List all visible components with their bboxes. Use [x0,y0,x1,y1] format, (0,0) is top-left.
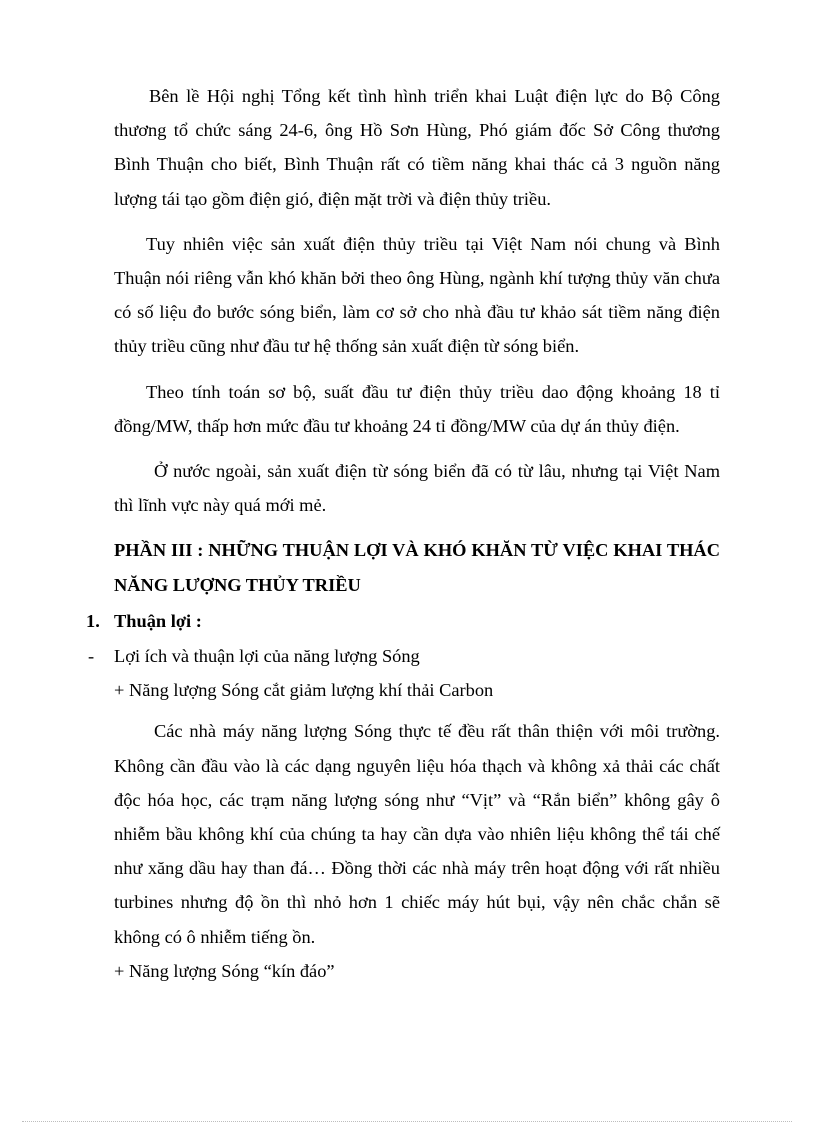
paragraph-intro: Bên lề Hội nghị Tổng kết tình hình triển khai Luật điện lực do Bộ Công thương tổ chức sáng 24-6, ông Hồ Sơn Hùng, Phó giám đốc Sở Công thương Bình Thuận cho biết, Bình Thuận rất có tiềm năng khai thác cả 3 nguồn năng lượng tái tạo gồm điện gió, điện mặt trời và điện thủy triều. [114,86,720,209]
plus-item-carbon: + Năng lượng Sóng cắt giảm lượng khí thải Carbon [114,680,494,701]
dash-bullet: - [88,646,95,667]
paragraph-difficulty: Tuy nhiên việc sản xuất điện thủy triều tại Việt Nam nói chung và Bình Thuận nói riêng vẫn khó khăn bởi theo ông Hùng, ngành khí tượng thủy văn chưa có số liệu đo bước sóng biển, làm cơ sở cho nhà đầu tư khảo sát tiềm năng điện thủy triều cũng như đầu tư hệ thống sản xuất điện từ sóng biển. [114,233,720,357]
list-number: 1. [86,610,100,631]
paragraph-environment: Các nhà máy năng lượng Sóng thực tế đều rất thân thiện với môi trường. Không cần đầu vào là các dạng nguyên liệu hóa thạch và không xả thải các chất độc hóa học, các trạm năng lượng sóng như “Vịt” và “Rắn biển” không gây ô nhiễm bầu không khí của chúng ta hay cần dựa vào nhiên liệu không thể tái chế như xăng dầu hay than đá… Đồng thời các nhà máy trên hoạt động với rất nhiều turbines nhưng độ ồn thì nhỏ hơn 1 chiếc máy hút bụi, vậy nên chắc chắn sẽ không có ô nhiễm tiếng ồn. [114,721,720,947]
list-title: Thuận lợi : [114,610,202,631]
dash-item-benefits [88,639,720,673]
plus-item-discreet: + Năng lượng Sóng “kín đáo” [114,960,335,981]
paragraph-cost: Theo tính toán sơ bộ, suất đầu tư điện thủy triều dao động khoảng 18 tỉ đồng/MW, thấp hơn mức đầu tư khoảng 24 tỉ đồng/MW của dự án thủy điện. [114,381,720,436]
document-page [86,79,720,988]
paragraph-abroad: Ở nước ngoài, sản xuất điện từ sóng biển đã có từ lâu, nhưng tại Việt Nam thì lĩnh vực này quá mới mẻ. [114,461,720,516]
section-heading: PHẦN III : NHỮNG THUẬN LỢI VÀ KHÓ KHĂN TỪ VIỆC KHAI THÁC NĂNG LƯỢNG THỦY TRIỀU [114,540,720,595]
dash-item-text: Lợi ích và thuận lợi của năng lượng Sóng [114,646,420,667]
numbered-item-advantages [86,604,720,638]
page-bottom-rule [22,1121,792,1122]
